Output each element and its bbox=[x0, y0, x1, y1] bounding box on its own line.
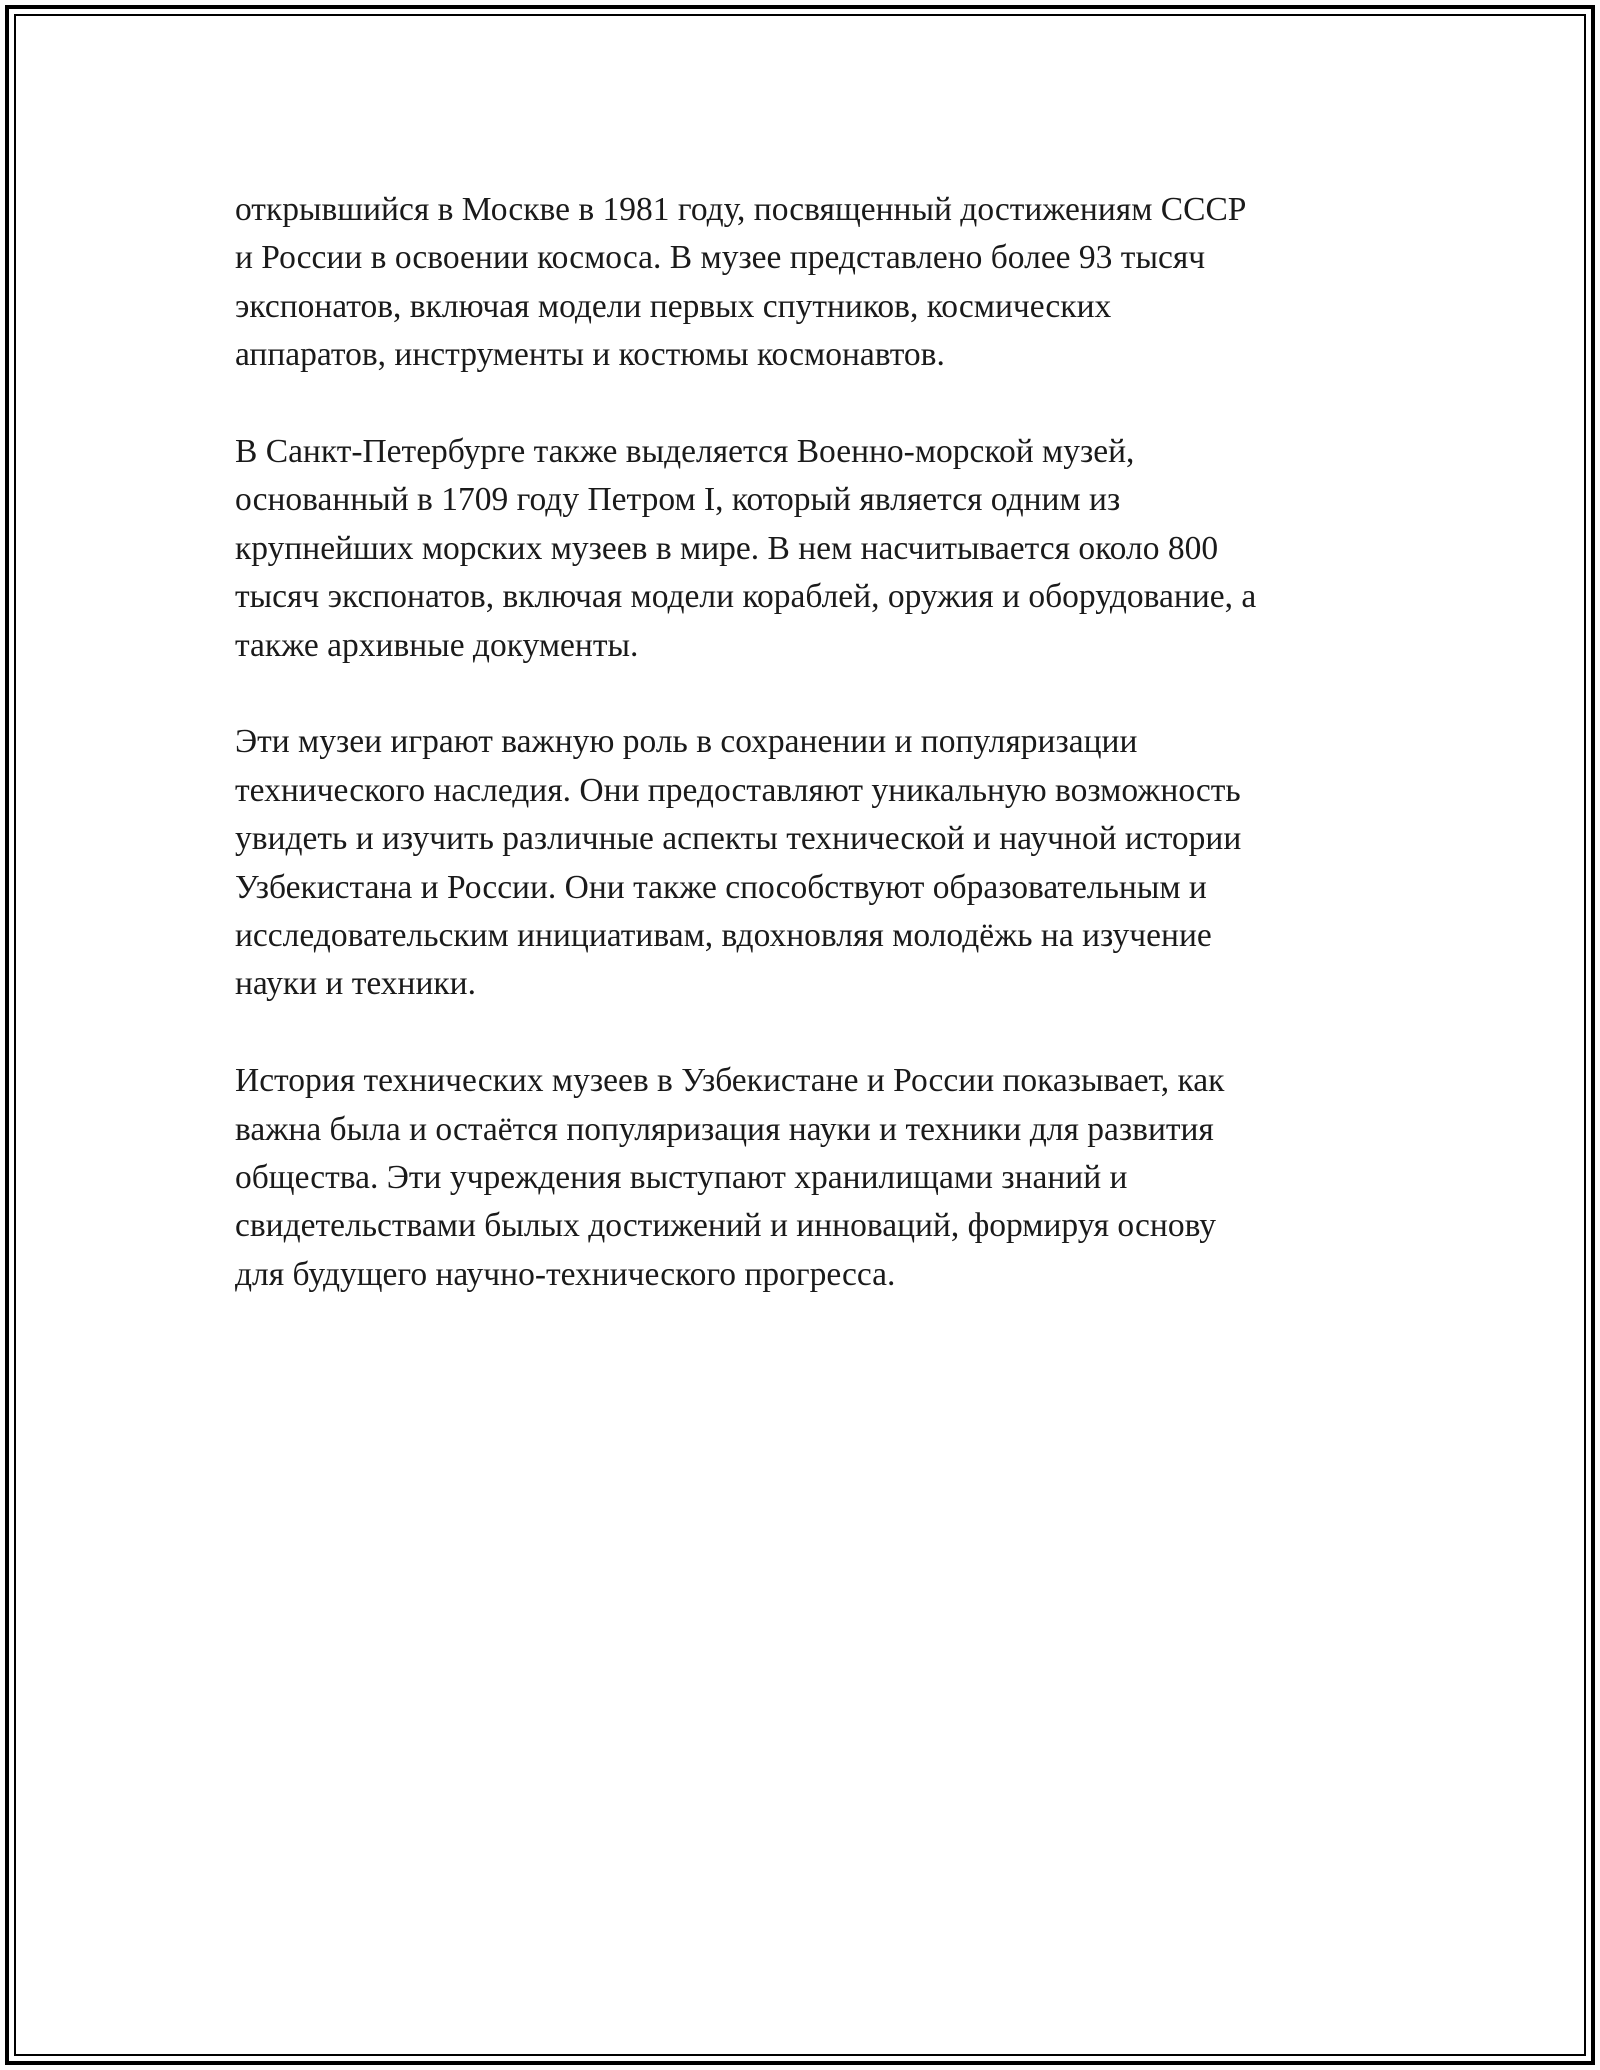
text-line: науки и техники. bbox=[235, 965, 476, 1003]
text-line: технического наследия. Они предоставляют уникальную возможность bbox=[235, 771, 1241, 809]
text-line: В Санкт-Петербурге также выделяется Военно-морской музей, bbox=[235, 433, 1135, 471]
text-line: История технических музеев в Узбекистане и России показывает, как bbox=[235, 1062, 1225, 1100]
text-line: для будущего научно-технического прогресса. bbox=[235, 1255, 896, 1293]
text-line: свидетельствами былых достижений и инноваций, формируя основу bbox=[235, 1207, 1216, 1245]
text-line: исследовательским инициативам, вдохновляя молодёжь на изучение bbox=[235, 917, 1212, 955]
text-line: аппаратов, инструменты и костюмы космонавтов. bbox=[235, 336, 945, 374]
text-line: Узбекистана и России. Они также способствуют образовательным и bbox=[235, 868, 1207, 906]
text-line: открывшийся в Москве в 1981 году, посвященный достижениям СССР bbox=[235, 191, 1247, 228]
text-line: основанный в 1709 году Петром I, который является одним из bbox=[235, 481, 1121, 519]
paragraph-3 bbox=[235, 718, 1385, 1008]
text-line: крупнейших морских музеев в мире. В нем насчитывается около 800 bbox=[235, 529, 1219, 567]
paragraph-2 bbox=[235, 428, 1385, 670]
paragraph-4 bbox=[235, 1057, 1385, 1299]
paragraph-1 bbox=[235, 186, 1385, 380]
text-line: также архивные документы. bbox=[235, 626, 639, 664]
text-line: увидеть и изучить различные аспекты технической и научной истории bbox=[235, 820, 1242, 858]
text-line: важна была и остаётся популяризация науки и техники для развития bbox=[235, 1110, 1214, 1148]
text-line: Эти музеи играют важную роль в сохранении и популяризации bbox=[235, 723, 1138, 761]
text-line: экспонатов, включая модели первых спутников, космических bbox=[235, 287, 1112, 325]
text-line: общества. Эти учреждения выступают хранилищами знаний и bbox=[235, 1159, 1128, 1197]
document-body bbox=[235, 186, 1385, 1348]
text-line: и России в освоении космоса. В музее представлено более 93 тысяч bbox=[235, 239, 1206, 277]
text-line: тысяч экспонатов, включая модели кораблей, оружия и оборудование, а bbox=[235, 578, 1257, 616]
